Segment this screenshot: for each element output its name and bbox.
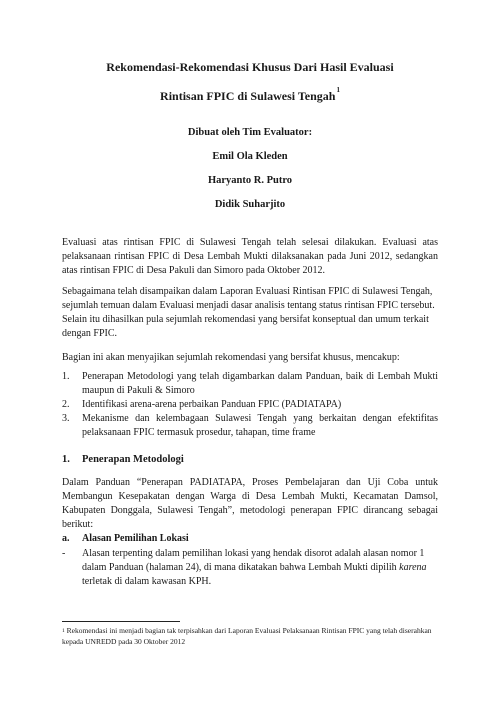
- evaluator-name: Haryanto R. Putro: [207, 175, 293, 186]
- list-item-text: Penerapan Metodologi yang telah digambarkan dalam Panduan, baik di Lembah Mukti maupun di Pakuli & Simoro: [82, 371, 438, 396]
- section-number: 1.: [62, 454, 70, 465]
- bullet-text-before: Alasan terpenting dalam pemilihan lokasi yang hendak disorot adalah alasan nomor 1 dalam Panduan (halaman 24), di mana dikatakan bahwa Lembah Mukti dipilih: [82, 548, 425, 573]
- list-item-text: Identifikasi arena-arena perbaikan Panduan FPIC (PADIATAPA): [82, 399, 342, 410]
- list-number: 1.: [62, 371, 70, 382]
- footnote-text: Rekomendasi ini menjadi bagian tak terpisahkan dari Laporan Evaluasi Pelaksanaan Rintisan FPIC yang telah diserahkan kepada UNREDD pada 30 Oktober 2012: [62, 626, 432, 646]
- bullet-dash: -: [62, 548, 66, 559]
- evaluators-heading: Dibuat oleh Tim Evaluator:: [187, 127, 313, 138]
- list-item-text: Mekanisme dan kelembagaan Sulawesi Tengah yang berkaitan dengan efektifitas pelaksanaan FPIC termasuk prosedur, tahapan, time frame: [82, 413, 438, 438]
- context-paragraph: Sebagaimana telah disampaikan dalam Laporan Evaluasi Rintisan FPIC di Sulawesi Tengah, sejumlah temuan dalam Evaluasi menjadi dasar analisis tentang status rintisan FPIC tersebut. Selain itu dihasilkan pula sejumlah rekomendasi yang bersifat konseptual dan umum terkait dengan FPIC.: [62, 286, 435, 339]
- bullet-text-after: terletak di dalam kawasan KPH.: [82, 576, 212, 587]
- footnote: [62, 626, 438, 647]
- bullet-text: [62, 547, 438, 589]
- list-item: [62, 412, 438, 440]
- evaluator-name: Didik Suharjito: [214, 199, 286, 210]
- section-paragraph: Dalam Panduan “Penerapan PADIATAPA, Proses Pembelajaran dan Uji Coba untuk Membangun Kesepakatan dengan Warga di Desa Lembah Mukti, Kecamatan Damsol, Kabupaten Donggala, Sulawesi Tengah”, metodologi penerapan FPIC dirancang sebagai berikut:: [62, 477, 438, 530]
- scope-paragraph: Bagian ini akan menyajikan sejumlah rekomendasi yang bersifat khusus, mencakup:: [62, 352, 400, 363]
- list-number: 2.: [62, 399, 70, 410]
- title-footnote-mark[interactable]: 1: [336, 86, 340, 94]
- section-heading: [62, 454, 184, 465]
- title-line2-text: Rintisan FPIC di Sulawesi Tengah: [160, 89, 336, 103]
- section-title: Penerapan Metodologi: [82, 454, 184, 465]
- list-number: 3.: [62, 413, 70, 424]
- footnote-mark: 1: [62, 628, 65, 634]
- bullet-text-italic: karena: [399, 562, 427, 573]
- evaluator-name: Emil Ola Kleden: [212, 151, 288, 162]
- recommendations-list: [62, 370, 438, 440]
- intro-paragraph: Evaluasi atas rintisan FPIC di Sulawesi Tengah telah selesai dilakukan. Evaluasi atas pelaksanaan rintisan FPIC di Desa Lembah Mukti dilaksanakan pada Juni 2012, sedangkan atas rintisan FPIC di Desa Pakuli dan Simoro pada Oktober 2012.: [62, 237, 438, 276]
- bullet-item: [62, 547, 438, 589]
- list-item: [62, 370, 438, 398]
- list-item: [62, 398, 438, 412]
- subsection-number: a.: [62, 533, 70, 544]
- footnote-divider: [62, 621, 180, 622]
- document-title-line2: [0, 86, 500, 104]
- subsection-title: Alasan Pemilihan Lokasi: [82, 533, 189, 544]
- subsection-heading: [62, 533, 189, 544]
- document-title-line1: Rekomendasi-Rekomendasi Khusus Dari Hasil Evaluasi: [106, 60, 394, 74]
